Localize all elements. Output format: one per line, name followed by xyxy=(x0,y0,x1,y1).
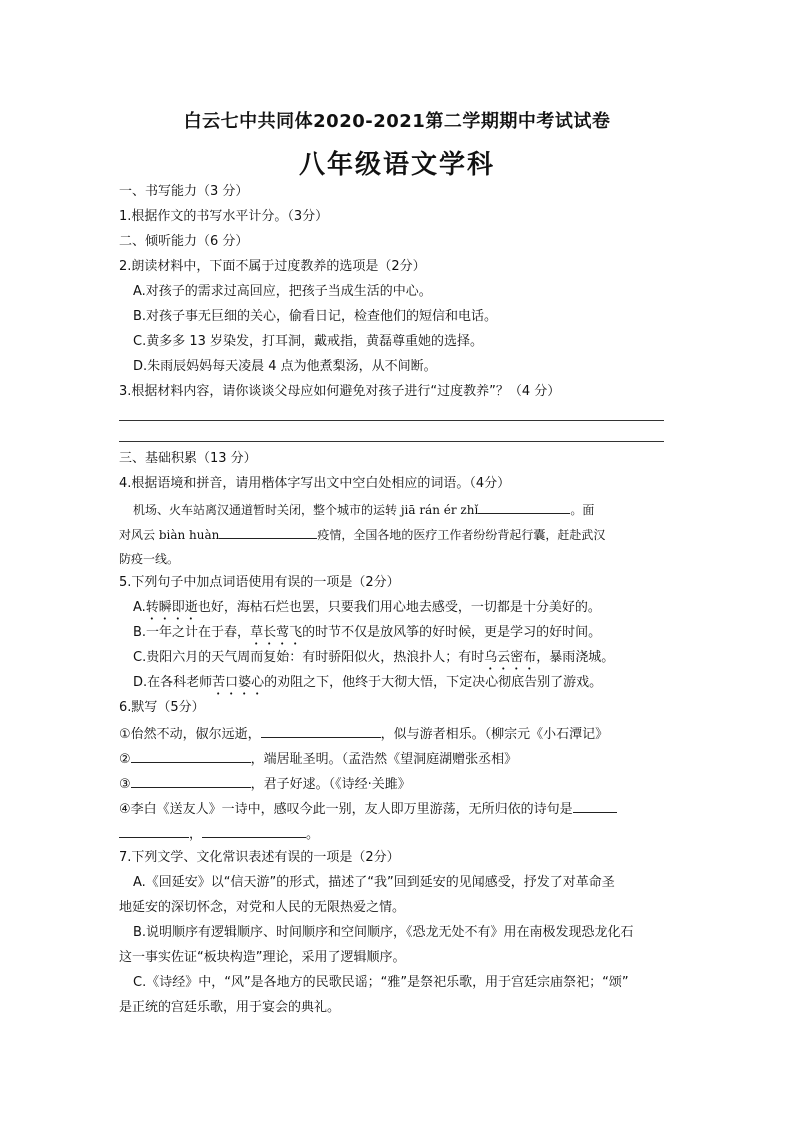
question-4-passage-line-1 xyxy=(133,500,594,519)
question-7-option-b-line-1: B.说明顺序有逻辑顺序、时间顺序和空间顺序，《恐龙无处不有》用在南极发现恐龙化石 xyxy=(133,925,634,940)
dictation-text: ② xyxy=(119,752,131,767)
dictation-line-2 xyxy=(119,749,517,769)
question-2-option-c: C.黄多多 13 岁染发，打耳洞，戴戒指，黄磊尊重她的选择。 xyxy=(133,334,484,349)
dictation-text: ，端居耻圣明。（孟浩然《望洞庭湖赠张丞相》 xyxy=(250,752,518,767)
passage-text: 疫情，全国各地的医疗工作者纷纷背起行囊，赶赴武汉 xyxy=(317,528,606,542)
blank-jiaraneruzhi[interactable] xyxy=(478,500,570,514)
dictation-blank-1[interactable] xyxy=(261,724,381,738)
question-7-option-a-line-2: 地延安的深切怀念，对党和人民的无限热爱之情。 xyxy=(119,900,406,915)
answer-line-2 xyxy=(119,441,664,442)
option-text: D.在各科老师 xyxy=(133,675,213,690)
section-heading-writing: 一、书写能力（3 分） xyxy=(119,184,249,199)
option-text: 的时节不仅是放风筝的好时候，更是学习的好时间。 xyxy=(302,625,602,640)
dictation-blank-2[interactable] xyxy=(131,749,251,763)
dotted-word: 草长莺飞 xyxy=(250,625,303,640)
dictation-blank-3[interactable] xyxy=(131,774,251,788)
option-text: C.贵阳六月的天气周而复始：有时骄阳似火，热浪扑人；有时 xyxy=(133,650,485,665)
dotted-word: 乌云密布 xyxy=(484,650,537,665)
question-6-stem: 6.默写（5分） xyxy=(119,700,205,715)
question-4-stem: 4.根据语境和拼音，请用楷体字写出文中空白处相应的词语。（4分） xyxy=(119,476,511,491)
dictation-line-4 xyxy=(119,799,617,819)
blank-bianhuan[interactable] xyxy=(219,525,317,539)
question-7-stem: 7.下列文学、文化常识表述有误的一项是（2分） xyxy=(119,850,400,865)
dictation-line-3 xyxy=(119,774,411,794)
dictation-text: ④李白《送友人》一诗中，感叹今此一别，友人即万里游荡，无所归依的诗句是 xyxy=(119,802,573,817)
dictation-line-5 xyxy=(119,824,319,844)
question-7-option-b-line-2: 这一事实佐证“板块构造”理论，采用了逻辑顺序。 xyxy=(119,950,406,965)
dictation-blank-4b[interactable] xyxy=(119,824,189,838)
dotted-word: 苦口婆心 xyxy=(212,675,265,690)
question-7-option-a-line-1: A.《回延安》以“信天游”的形式，描述了“我”回到延安的见闻感受，抒发了对革命圣 xyxy=(133,875,615,890)
question-3-stem: 3.根据材料内容，请你谈谈父母应如何避免对孩子进行“过度教养”？（4 分） xyxy=(119,384,561,399)
option-text: A. xyxy=(133,600,146,615)
dictation-blank-4a[interactable] xyxy=(573,799,617,813)
question-5-stem: 5.下列句子中加点词语使用有误的一项是（2分） xyxy=(119,575,400,590)
option-text: ，暴雨浇城。 xyxy=(536,650,615,665)
dictation-text: ，君子好逑。（《诗经·关雎》 xyxy=(250,777,411,792)
dictation-text: ， xyxy=(189,827,203,842)
question-4-passage-line-3: 防疫一线。 xyxy=(119,552,180,566)
option-text: B.一年之计在于春， xyxy=(133,625,251,640)
exam-title: 白云七中共同体2020-2021第二学期期中考试试卷 xyxy=(183,111,611,132)
question-4-passage-line-2 xyxy=(119,525,605,544)
subject-title: 八年级语文学科 xyxy=(298,150,495,180)
question-5-option-d xyxy=(133,674,602,698)
question-5-option-c xyxy=(133,649,614,673)
section-heading-listening: 二、倾听能力（6 分） xyxy=(119,234,249,249)
question-1: 1.根据作文的书写水平计分。（3分） xyxy=(119,209,329,224)
question-7-option-c-line-2: 是正统的宫廷乐歌，用于宴会的典礼。 xyxy=(119,1000,341,1015)
section-heading-basics: 三、基础积累（13 分） xyxy=(119,451,257,466)
question-7-option-c-line-1: C.《诗经》中，“风”是各地方的民歌民谣；“雅”是祭祀乐歌，用于宫廷宗庙祭祀；“颂” xyxy=(133,975,629,990)
dotted-word: 转瞬即逝 xyxy=(145,600,198,615)
passage-text: 。面 xyxy=(570,503,595,517)
answer-line-1 xyxy=(119,420,664,421)
question-2-option-a: A.对孩子的需求过高回应，把孩子当成生活的中心。 xyxy=(133,284,432,299)
dictation-text: ③ xyxy=(119,777,131,792)
dictation-text: ，似与游者相乐。（柳宗元《小石潭记》 xyxy=(380,727,609,742)
option-text: 也好，海枯石烂也罢，只要我们用心地去感受，一切都是十分美好的。 xyxy=(197,600,601,615)
question-2-option-b: B.对孩子事无巨细的关心，偷看日记，检查他们的短信和电话。 xyxy=(133,309,498,324)
dictation-blank-4c[interactable] xyxy=(202,824,306,838)
passage-text: 机场、火车站离汉通道暂时关闭，整个城市的运转 jiā rán ér zhǐ xyxy=(133,503,479,517)
question-2-stem: 2.朗读材料中，下面不属于过度教养的选项是（2分） xyxy=(119,259,426,274)
option-text: 的劝阻之下，他终于大彻大悟，下定决心彻底告别了游戏。 xyxy=(264,675,603,690)
dictation-line-1 xyxy=(119,724,608,744)
question-5-option-b xyxy=(133,624,601,648)
dictation-text: 。 xyxy=(306,827,320,842)
question-5-option-a xyxy=(133,599,601,623)
question-2-option-d: D.朱雨辰妈妈每天凌晨 4 点为他煮梨汤，从不间断。 xyxy=(133,359,437,374)
passage-text: 对风云 biàn huàn xyxy=(119,528,220,542)
dictation-text: ①佁然不动，俶尔远逝， xyxy=(119,727,261,742)
